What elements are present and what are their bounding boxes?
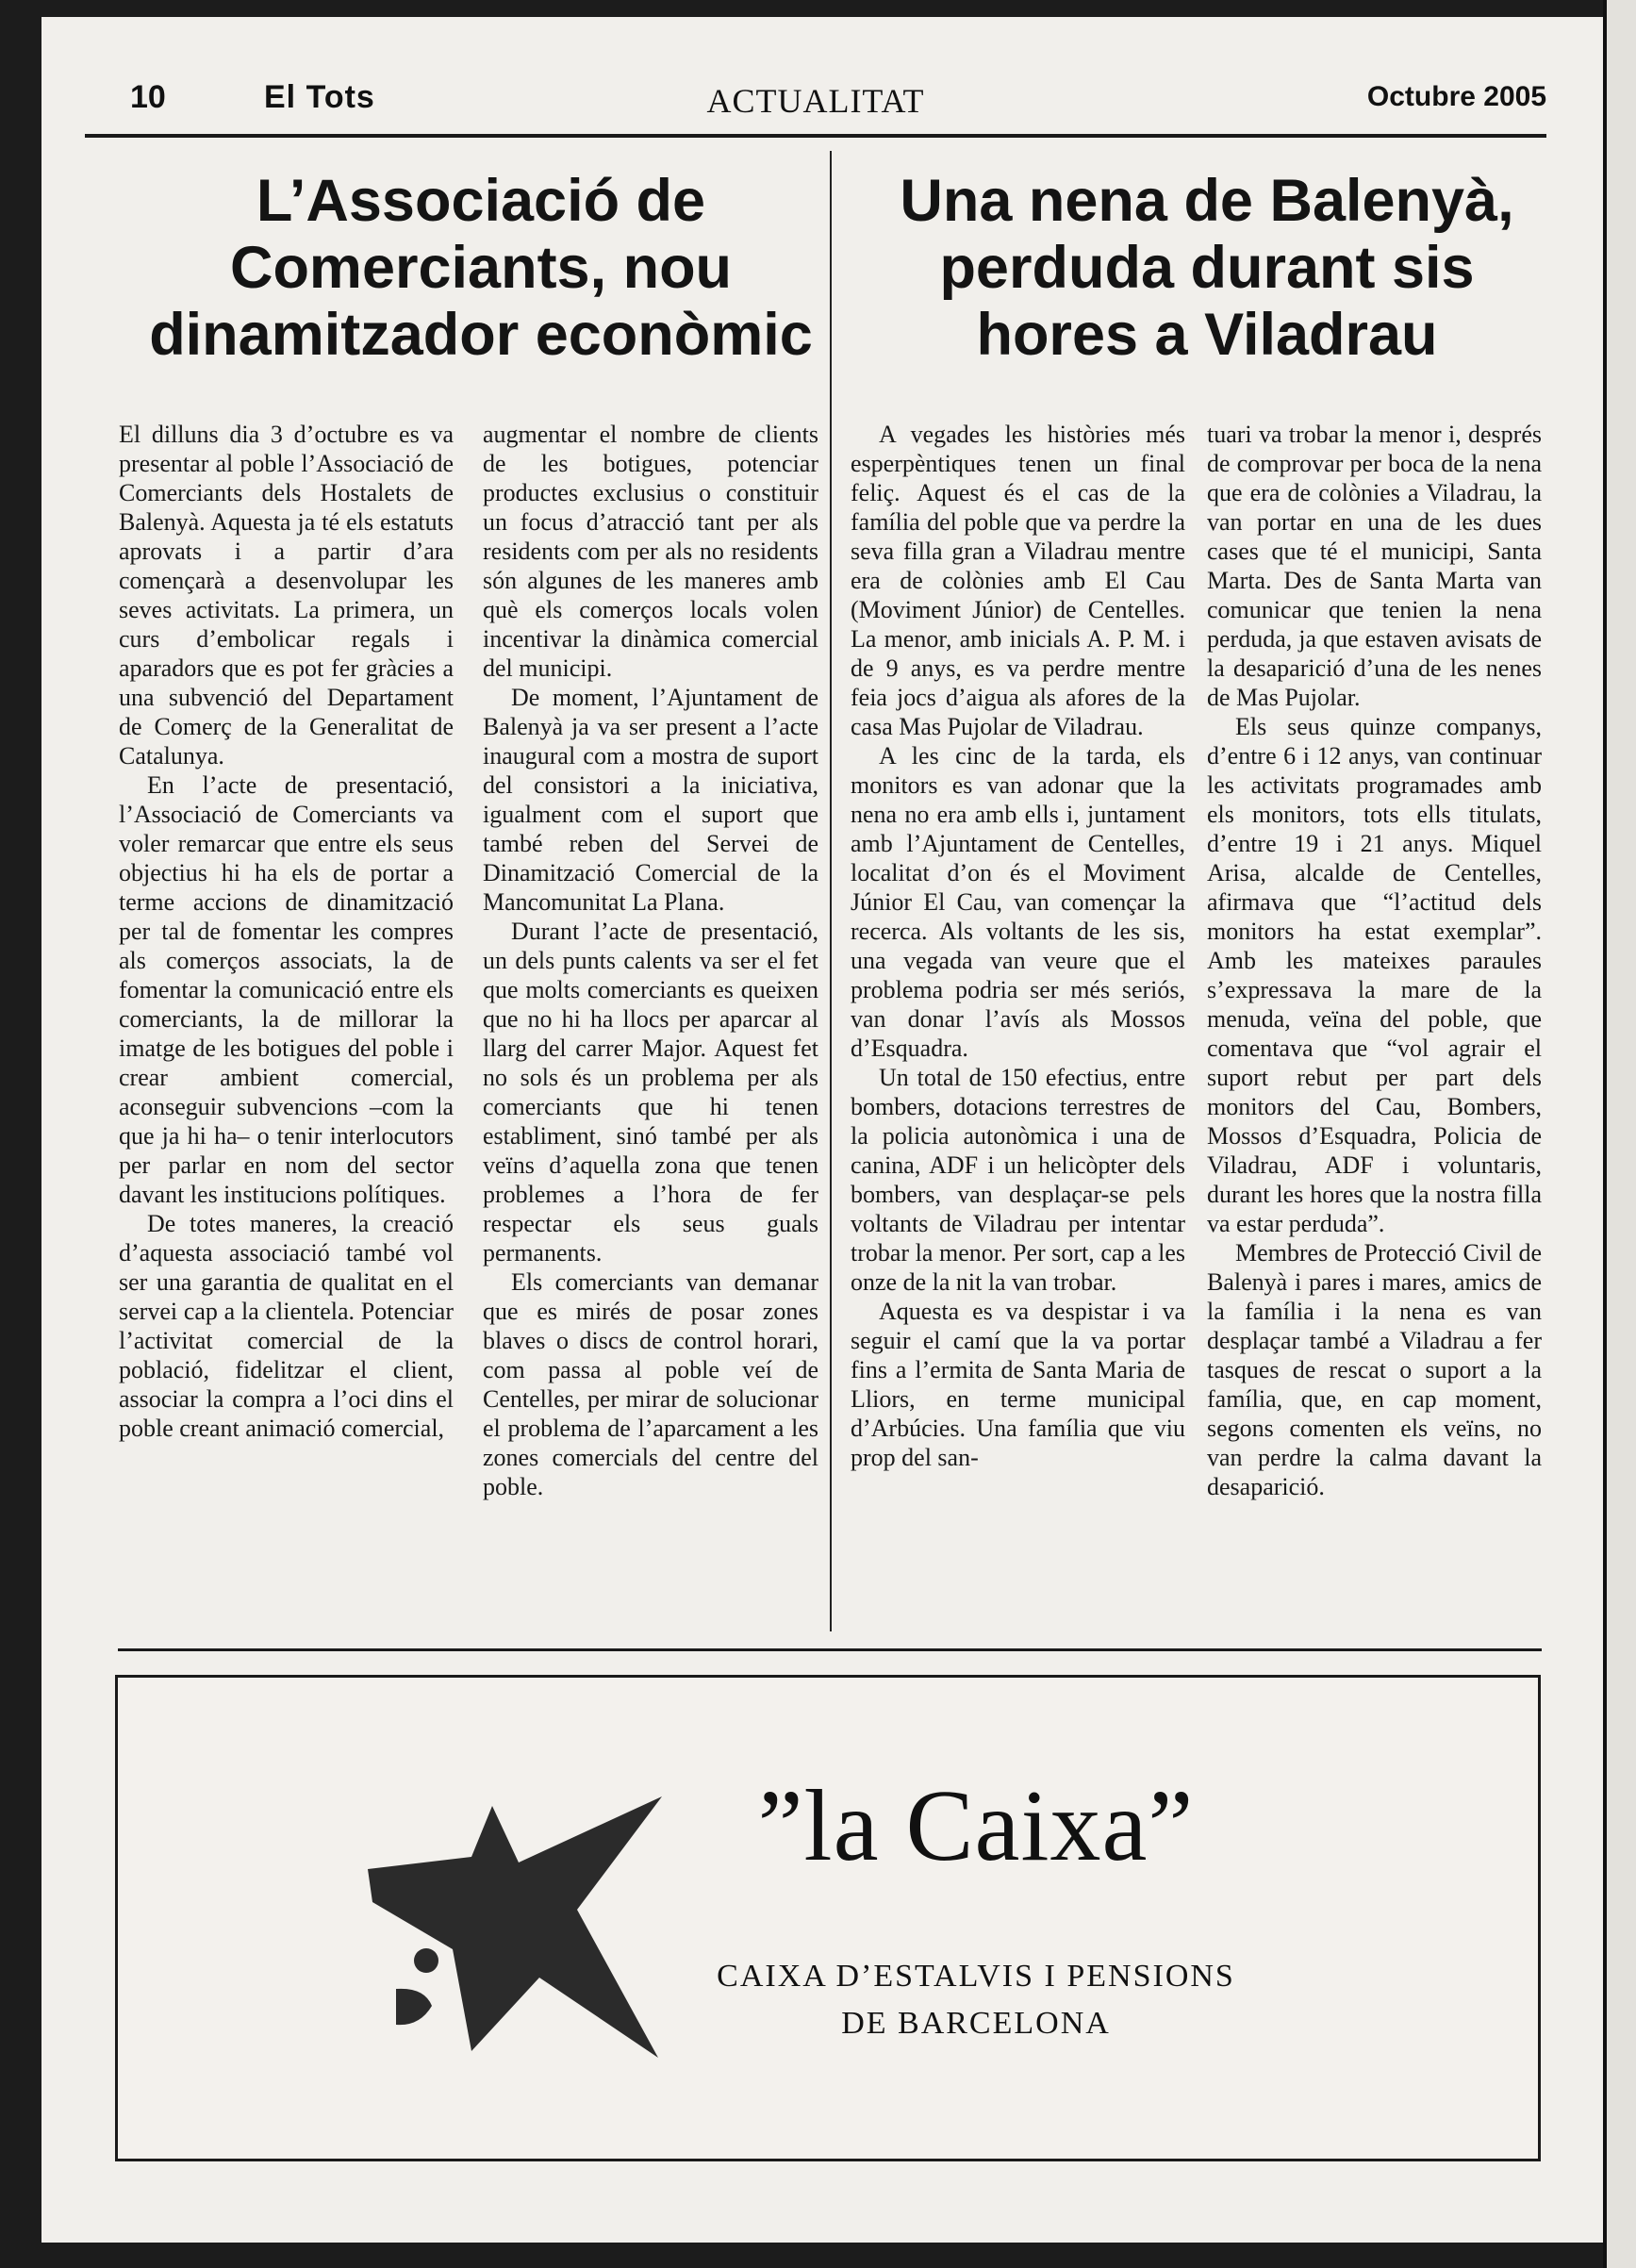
issue-date: Octubre 2005 [1366, 81, 1546, 112]
running-header [85, 66, 1546, 138]
paragraph: Membres de Protecció Civil de Balenyà i pares i mares, amics de la família i la nena es van desplaçar també a Viladrau a fer tasques de rescat o suport a la família, que, en cap moment, segons comenten els veïns, no van perdre la calma davant la desaparició. [1207, 1239, 1542, 1500]
article-column-1 [119, 420, 454, 1443]
article-headline-comerciants: L’Associació de Comerciants, nou dinamitzador econòmic [149, 168, 813, 369]
article-column-2 [483, 420, 818, 1501]
ad-subtitle-line-2: DE BARCELONA [841, 2006, 1111, 2041]
article-column-3 [851, 420, 1185, 1472]
paragraph: Els seus quinze companys, d’entre 6 i 12 anys, van continuar les activitats programades amb els monitors, tots ells titulats, d’entre 19 i 21 anys. Miquel Arisa, alcalde de Centelles, afirmava que “l’actitud dels monitors ha estat exemplar”. Amb les mateixes paraules s’expressava la mare de la menuda, veïna del poble, que comentava que “vol agrair el suport rebut per part dels monitors del Cau, Bombers, Mossos d’Esquadra, Policia de Viladrau, ADF i voluntaris, durant les hores que la nostra filla va estar perduda”. [1207, 713, 1542, 1237]
paragraph: Un total de 150 efectius, entre bombers, dotacions terrestres de la policia autonòmica i una de canina, ADF i un helicòpter dels bombers, van desplaçar-se pels voltants de Viladrau per intentar trobar la menor. Per sort, cap a les onze de la nit la van trobar. [851, 1064, 1185, 1296]
publication-name: El Tots [264, 79, 375, 115]
paragraph: A les cinc de la tarda, els monitors es van adonar que la nena no era amb ells i, juntament amb l’Ajuntament de Centelles, localitat d’on és el Moviment Júnior El Cau, van començar la recerca. Als voltants de les sis, una vegada van veure que el problema podria ser més seriós, van donar l’avís als Mossos d’Esquadra. [851, 742, 1185, 1062]
ad-subtitle-line-1: CAIXA D’ESTALVIS I PENSIONS [717, 1959, 1235, 1994]
la-caixa-star-logo-icon [330, 1789, 688, 2072]
ad-separator-rule [118, 1648, 1542, 1651]
page-spine [1603, 0, 1636, 2268]
article-headline-nena-perduda: Una nena de Balenyà, perduda durant sis hores a Viladrau [900, 168, 1514, 369]
paragraph: De totes maneres, la creació d’aquesta associació també vol ser una garantia de qualitat en el servei cap a la clientela. Potenciar l’activitat comercial de la població, fidelitzar el client, associar la compra a l’oci dins el poble creant animació comercial, [119, 1210, 454, 1442]
paragraph: A vegades les històries més esperpèntiques tenen un final feliç. Aquest és el cas de la família del poble que va perdre la seva filla gran a Viladrau mentre era de colònies amb El Cau (Moviment Júnior) de Centelles. La menor, amb inicials A. P. M. i de 9 anys, es va perdre mentre feia jocs d’aigua als afores de la casa Mas Pujolar de Viladrau. [851, 421, 1185, 740]
page-number: 10 [130, 79, 166, 115]
section-name: ACTUALITAT [706, 82, 925, 120]
paragraph: Aquesta es va despistar i va seguir el camí que la va portar fins a l’ermita de Santa Maria de Lliors, en terme municipal d’Arbúcies. Una família que viu prop del san- [851, 1298, 1185, 1471]
article-column-4 [1207, 420, 1542, 1501]
paragraph: Durant l’acte de presentació, un dels punts calents va ser el fet que molts comerciants es queixen que no hi ha llocs per aparcar al llarg del carrer Major. Aquest fet no sols és un problema per als comerciants que hi tenen establiment, sinó també per als veïns d’aquella zona que tenen problemes a l’hora de fer respectar els seus guals permanents. [483, 918, 818, 1266]
paragraph: tuari va trobar la menor i, després de comprovar per boca de la nena que era de colònies a Viladrau, la van portar en una de les dues cases que té el municipi, Santa Marta. Des de Santa Marta van comunicar que tenien la nena perduda, ja que estaven avisats de la desaparició d’una de les nenes de Mas Pujolar. [1207, 421, 1542, 711]
advertisement-box [115, 1675, 1541, 2161]
paragraph: En l’acte de presentació, l’Associació de Comerciants va voler remarcar que entre els seus objectius hi ha els de portar a terme accions de dinamització per tal de fomentar les compres als comerços associats, la de fomentar la comunicació entre els comerciants, la de millorar la imatge de les botigues del poble i crear ambient comercial, aconseguir subvencions –com la que ja hi ha– o tenir interlocutors per parlar en nom del sector davant les institucions polítiques. [119, 771, 454, 1208]
paragraph: De moment, l’Ajuntament de Balenyà ja va ser present a l’acte inaugural com a mostra de suport del consistori a la iniciativa, igualment com el suport que també reben del Servei de Dinamització Comercial de la Mancomunitat La Plana. [483, 684, 818, 916]
ad-brand-name: ”la Caixa” [757, 1770, 1195, 1882]
column-divider [830, 151, 832, 1631]
paragraph: augmentar el nombre de clients de les botigues, potenciar productes exclusius o constituir un focus d’atracció tant per als residents com per als no residents són algunes de les maneres amb què els comerços locals volen incentivar la dinàmica comercial del municipi. [483, 421, 818, 682]
paragraph: El dilluns dia 3 d’octubre es va presentar al poble l’Associació de Comerciants dels Hostalets de Balenyà. Aquesta ja té els estatuts aprovats i a partir d’ara començarà a desenvolupar les seves activitats. La primera, un curs d’embolicar regals i aparadors que es pot fer gràcies a una subvenció del Departament de Comerç de la Generalitat de Catalunya. [119, 421, 454, 770]
paragraph: Els comerciants van demanar que es mirés de posar zones blaves o discs de control horari, com passa al poble veí de Centelles, per mirar de solucionar el problema de l’aparcament a les zones comercials del centre del poble. [483, 1268, 818, 1500]
